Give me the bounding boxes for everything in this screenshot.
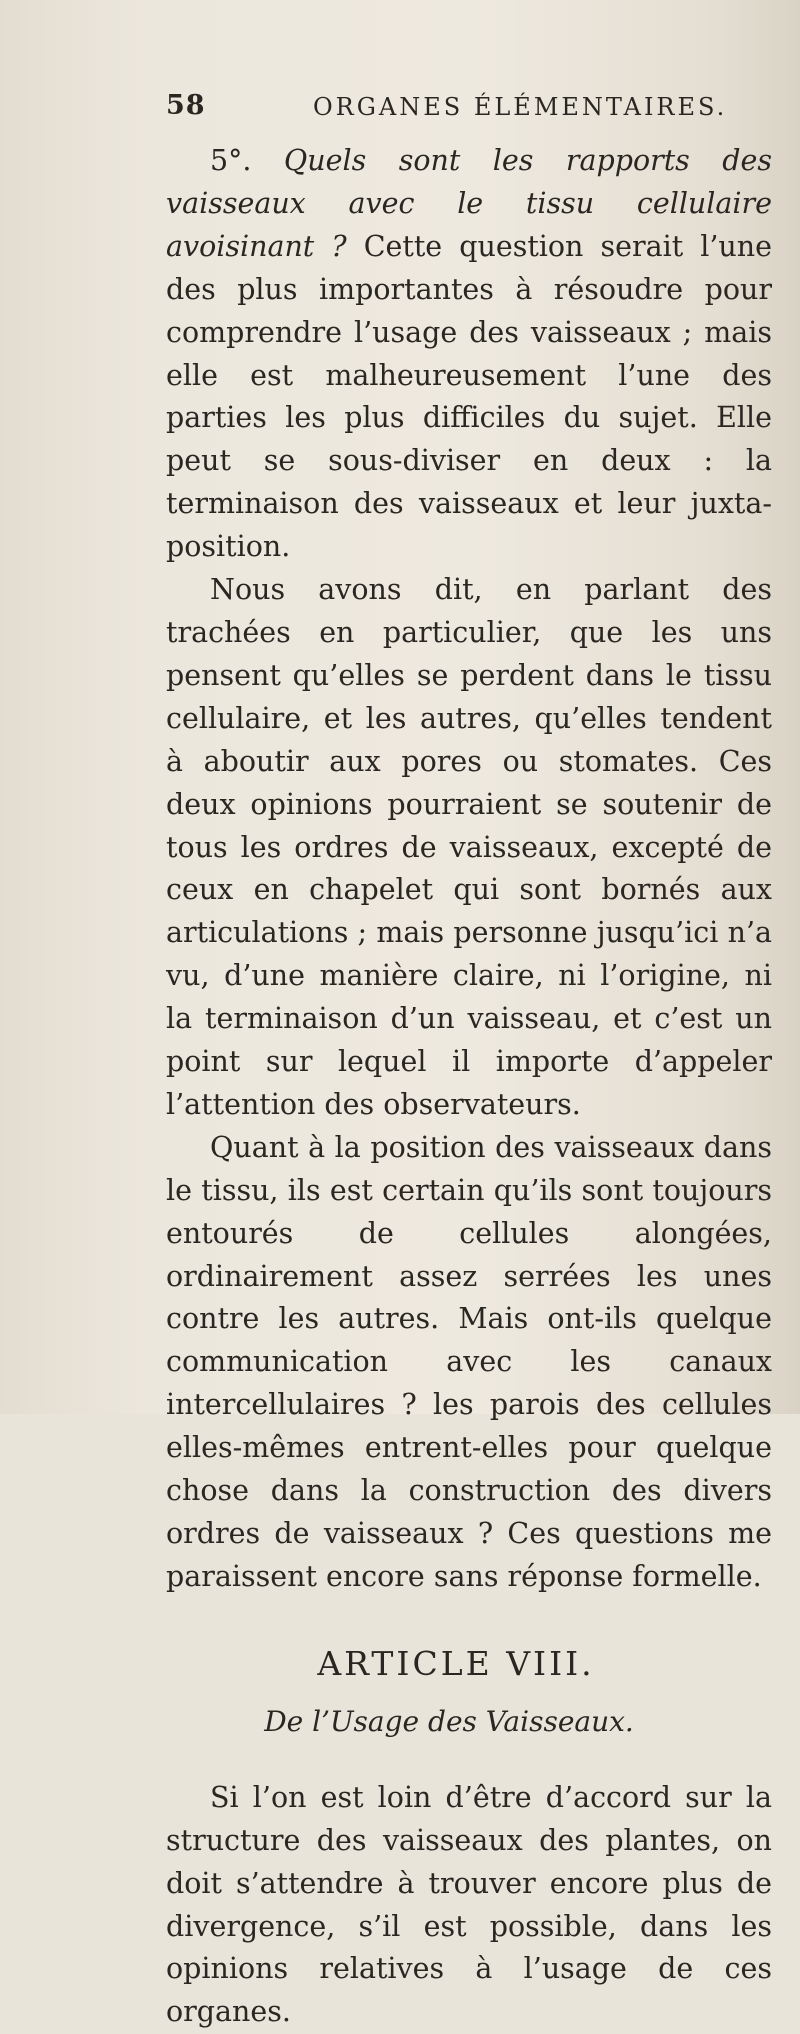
paragraph-1-question: Quels sont les rapports des vaisseaux avec le tissu cellulaire avoisinant ? xyxy=(166,144,772,263)
paragraph-4: Si l’on est loin d’être d’accord sur la structure des vaisseaux des plantes, on doit s’attendre à trouver encore plus de divergence, s’il est possible, dans les opinions relatives à l’usage de ces organes. xyxy=(166,1780,772,2029)
article-heading: ARTICLE VIII. xyxy=(317,1643,595,1683)
running-title: ORGANES ÉLÉMENTAIRES. xyxy=(313,93,728,121)
paragraph-1-text: Cette question serait l’une des plus importantes à résoudre pour comprendre l’usage des vaisseaux ; mais elle est malheureusement l’une des parties les plus difficiles du sujet. Elle peut se sous-diviser en deux : la terminaison des vaisseaux et leur juxta-position. xyxy=(166,229,772,564)
paragraph-2: Nous avons dit, en parlant des trachées en particulier, que les uns pensent qu’elles se perdent dans le tissu cellulaire, et les autres, qu’elles tendent à aboutir aux pores ou stomates. Ces deux opinions pourraient se soutenir de tous les ordres de vaisseaux, excepté de ceux en chapelet qui sont bornés aux articulations ; mais personne jusqu’ici n’a vu, d’une manière claire, ni l’origine, ni la terminaison d’un vaisseau, et c’est un point sur lequel il importe d’appeler l’attention des observateurs. xyxy=(166,573,772,1121)
article-subheading: De l’Usage des Vaisseaux. xyxy=(264,1704,634,1738)
body-text xyxy=(166,140,772,2034)
paragraph-1 xyxy=(166,140,772,569)
page-number: 58 xyxy=(166,90,206,121)
paragraph-3: Quant à la position des vaisseaux dans le tissu, ils est certain qu’ils sont toujours entourés de cellules alongées, ordinairement assez serrées les unes contre les autres. Mais ont-ils quelque communication avec les canaux intercellulaires ? les parois des cellules elles-mêmes entrent-elles pour quelque chose dans la construction des divers ordres de vaisseaux ? Ces questions me paraissent encore sans réponse formelle. xyxy=(166,1130,772,1593)
paragraph-1-number: 5°. xyxy=(210,144,252,177)
running-head xyxy=(166,90,728,130)
